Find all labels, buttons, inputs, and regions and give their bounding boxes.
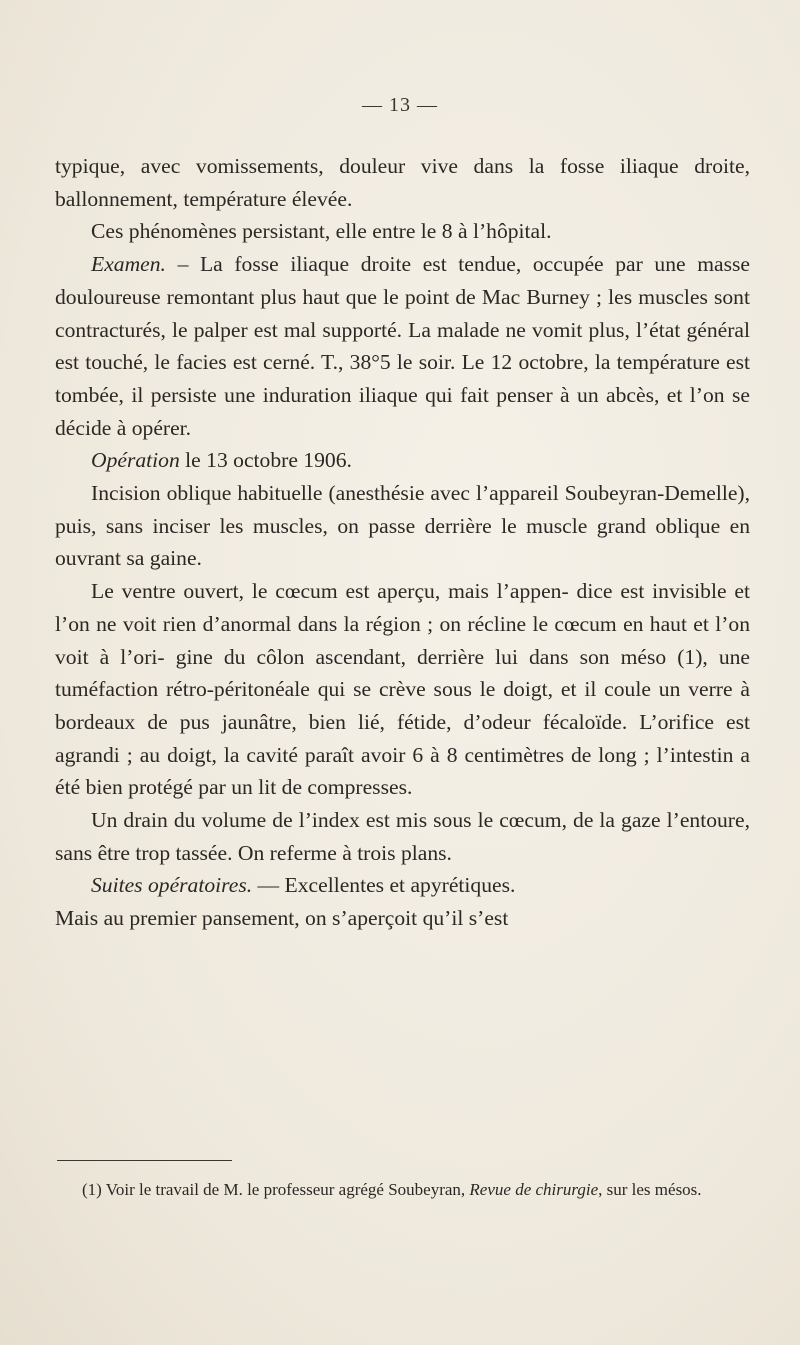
paragraph-2 bbox=[55, 215, 750, 248]
text-line: Ces phénomènes persistant, elle entre le 8 à l’hôpital. bbox=[91, 219, 552, 244]
text-line: — Excellentes et apyrétiques. bbox=[252, 873, 516, 898]
text-line: induration iliaque qui fait penser à un abcès, et l’on se bbox=[262, 382, 750, 407]
text-line: région ; on récline le cœcum en haut et l’on voit à l’ori- bbox=[55, 611, 751, 669]
paragraph-1 bbox=[55, 150, 750, 215]
footnote-text: (1) Voir le travail de M. le professeur agrégé Soubeyran, bbox=[82, 1180, 466, 1199]
text-line: gaine. bbox=[149, 546, 202, 571]
section-lead-examen: Examen. bbox=[91, 252, 166, 277]
footnote-tail: , sur les mésos. bbox=[598, 1180, 702, 1199]
text-line: décide à opérer. bbox=[55, 415, 192, 440]
text-line: 12 octobre, la température est tombée, il persiste une bbox=[55, 350, 751, 407]
text-line: – La fosse iliaque droite est tendue, occupée bbox=[165, 252, 604, 277]
paragraph-suites bbox=[55, 869, 750, 902]
text-line: Incision oblique habituelle (anesthésie avec l’appareil bbox=[91, 481, 559, 506]
text-line: le 13 octobre 1906. bbox=[179, 448, 352, 473]
text-line: doigt, la cavité paraît avoir 6 à 8 centimètres de long ; bbox=[167, 742, 650, 767]
text-line: point de Mac Burney ; les muscles sont contracturés, le bbox=[55, 284, 750, 342]
section-lead-operation: Opération bbox=[91, 448, 180, 473]
text-line: iliaque droite, ballonnement, température élevée. bbox=[55, 154, 750, 211]
text-line: dice est invisible et l’on ne voit rien d’anormal dans la bbox=[55, 579, 750, 636]
page-number: — 13 — bbox=[362, 94, 438, 116]
footnote-journal-title: Revue de chirurgie bbox=[469, 1180, 599, 1199]
paragraph-last bbox=[55, 902, 750, 935]
text-line: doigt, et il coule un verre à bordeaux de pus jaunâtre, bbox=[55, 677, 750, 734]
text-line: gine du côlon ascendant, derrière lui dans son méso (1), bbox=[175, 644, 708, 669]
text-line: palper est mal supporté. La malade ne vomit plus, l’état bbox=[193, 317, 681, 342]
text-line: bien lié, fétide, d’odeur fécaloïde. L’orifice est agrandi ; au bbox=[55, 709, 750, 767]
body-text bbox=[55, 150, 750, 935]
text-line: Un drain du volume de l’index est mis sous le cœcum, bbox=[91, 808, 567, 833]
text-line: de la gaze l’entoure, sans être trop tassée. On referme à bbox=[55, 808, 750, 865]
text-line: passe derrière le muscle grand oblique en ouvrant sa bbox=[55, 513, 750, 571]
text-line: Mais au premier pansement, on s’aperçoit qu’il s’est bbox=[55, 906, 509, 931]
text-line: Le ventre ouvert, le cœcum est aperçu, mais l’appen- bbox=[91, 579, 569, 604]
text-line: par une masse douloureuse remontant plus haut que le bbox=[55, 252, 750, 309]
footnote-divider bbox=[57, 1160, 232, 1161]
text-line: Soubeyran-Demelle), puis, sans inciser les muscles, on bbox=[55, 481, 750, 538]
paragraph-ventre bbox=[55, 575, 750, 804]
paragraph-examen bbox=[55, 248, 750, 444]
text-line: typique, avec vomissements, douleur vive dans la fosse bbox=[55, 154, 605, 178]
text-line: une tuméfaction rétro-péritonéale qui se crève sous le bbox=[55, 644, 751, 702]
text-line: général est touché, le facies est cerné. T., 38°5 le soir. Le bbox=[55, 317, 750, 375]
paragraph-incision bbox=[55, 477, 750, 575]
paragraph-operation bbox=[55, 444, 750, 477]
text-line: trois plans. bbox=[357, 840, 452, 865]
section-lead-suites: Suites opératoires. bbox=[91, 873, 253, 898]
paragraph-drain bbox=[55, 804, 750, 869]
text-line: l’intestin a été bien protégé par un lit de compresses. bbox=[55, 742, 750, 800]
footnote bbox=[82, 1178, 750, 1202]
